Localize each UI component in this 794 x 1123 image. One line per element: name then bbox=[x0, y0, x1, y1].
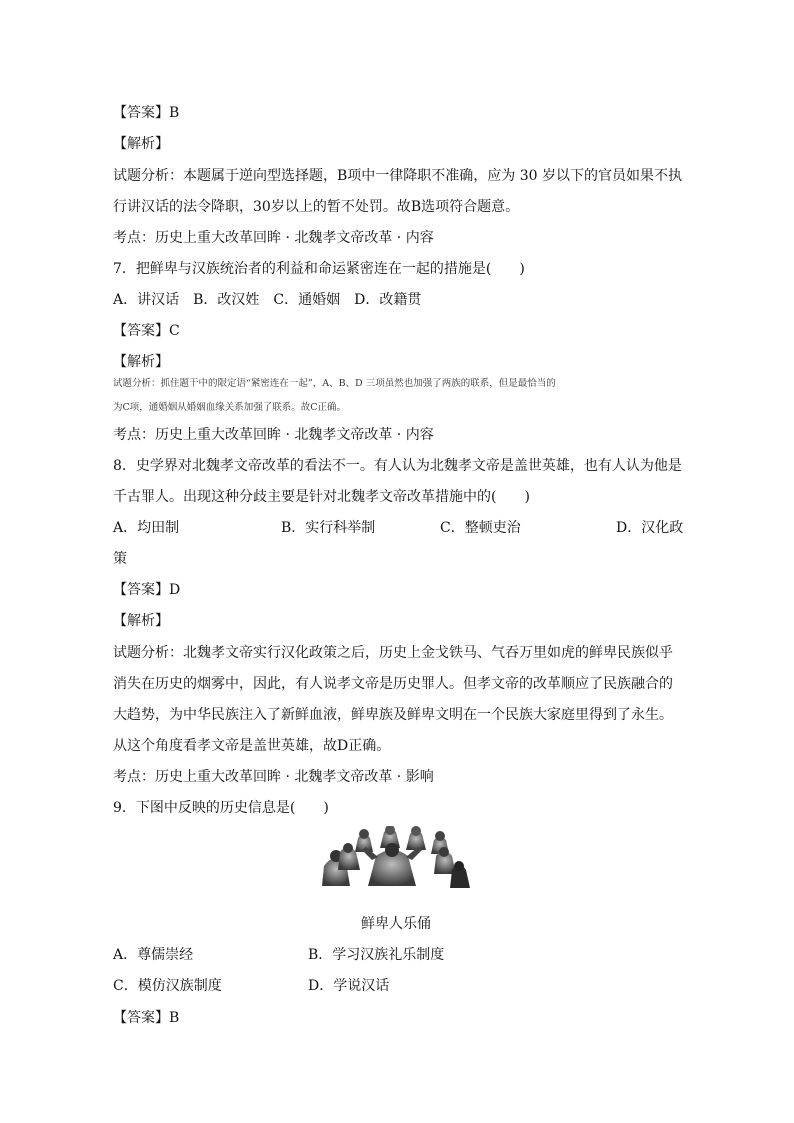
option-b: B．学习汉族礼乐制度 bbox=[308, 947, 445, 963]
option-a: A．均田制 bbox=[113, 520, 180, 536]
analysis-text-scan: 为C项，通婚姻从婚姻血缘关系加强了联系。故C正确。 bbox=[113, 402, 347, 413]
analysis-text-scan: 试题分析：抓住题干中的限定语“紧密连在一起”，A、B、D 三项虽然也加强了两族的联系，但是最恰当的 bbox=[113, 378, 556, 389]
option-d: D．汉化政 bbox=[616, 520, 684, 536]
analysis-label: 【解析】 bbox=[113, 136, 169, 152]
question-7: 7．把鲜卑与汉族统治者的利益和命运紧密连在一起的措施是( ) bbox=[113, 261, 525, 277]
analysis-label: 【解析】 bbox=[113, 613, 169, 629]
question-9: 9．下图中反映的历史信息是( ) bbox=[113, 800, 329, 816]
answer-label: 【答案】C bbox=[113, 323, 180, 339]
analysis-text: 消失在历史的烟雾中，因此，有人说孝文帝是历史罪人。但孝文帝的改革顺应了民族融合的 bbox=[113, 676, 673, 692]
option-a: A．尊儒崇经 bbox=[113, 947, 194, 963]
analysis-text: 行讲汉话的法令降职，30岁以上的暂不处罚。故B选项符合题意。 bbox=[113, 199, 520, 215]
answer-label: 【答案】B bbox=[113, 1010, 180, 1026]
option-b: B．实行科举制 bbox=[281, 520, 376, 536]
option-c: C．整顿吏治 bbox=[440, 520, 521, 536]
analysis-label: 【解析】 bbox=[113, 354, 169, 370]
key-point: 考点：历史上重大改革回眸 · 北魏孝文帝改革 · 影响 bbox=[113, 769, 434, 785]
analysis-text: 试题分析：本题属于逆向型选择题，B项中一律降职不准确，应为 30 岁以下的官员如果不执 bbox=[113, 168, 683, 184]
key-point: 考点：历史上重大改革回眸 · 北魏孝文帝改革 · 内容 bbox=[113, 427, 434, 443]
figure-caption: 鲜卑人乐俑 bbox=[361, 916, 431, 932]
question-8: 8．史学界对北魏孝文帝改革的看法不一。有人认为北魏孝文帝是盖世英雄，也有人认为他是 bbox=[113, 458, 682, 474]
figurines-image bbox=[318, 826, 476, 896]
option-d-continued: 策 bbox=[113, 551, 127, 567]
option-c: C．模仿汉族制度 bbox=[113, 978, 222, 994]
option-d: D．学说汉话 bbox=[308, 978, 390, 994]
key-point: 考点：历史上重大改革回眸 · 北魏孝文帝改革 · 内容 bbox=[113, 230, 434, 246]
answer-label: 【答案】D bbox=[113, 582, 181, 598]
analysis-text: 从这个角度看孝文帝是盖世英雄，故D正确。 bbox=[113, 738, 391, 754]
question-7-options: A．讲汉话 B．改汉姓 C．通婚姻 D．改籍贯 bbox=[113, 292, 422, 308]
analysis-text: 大趋势，为中华民族注入了新鲜血液，鲜卑族及鲜卑文明在一个民族大家庭里得到了永生。 bbox=[113, 707, 673, 723]
analysis-text: 试题分析：北魏孝文帝实行汉化政策之后，历史上金戈铁马、气吞万里如虎的鲜卑民族似乎 bbox=[113, 645, 673, 661]
question-8: 千古罪人。出现这种分歧主要是针对北魏孝文帝改革措施中的( ) bbox=[113, 489, 530, 505]
answer-label: 【答案】B bbox=[113, 105, 180, 121]
